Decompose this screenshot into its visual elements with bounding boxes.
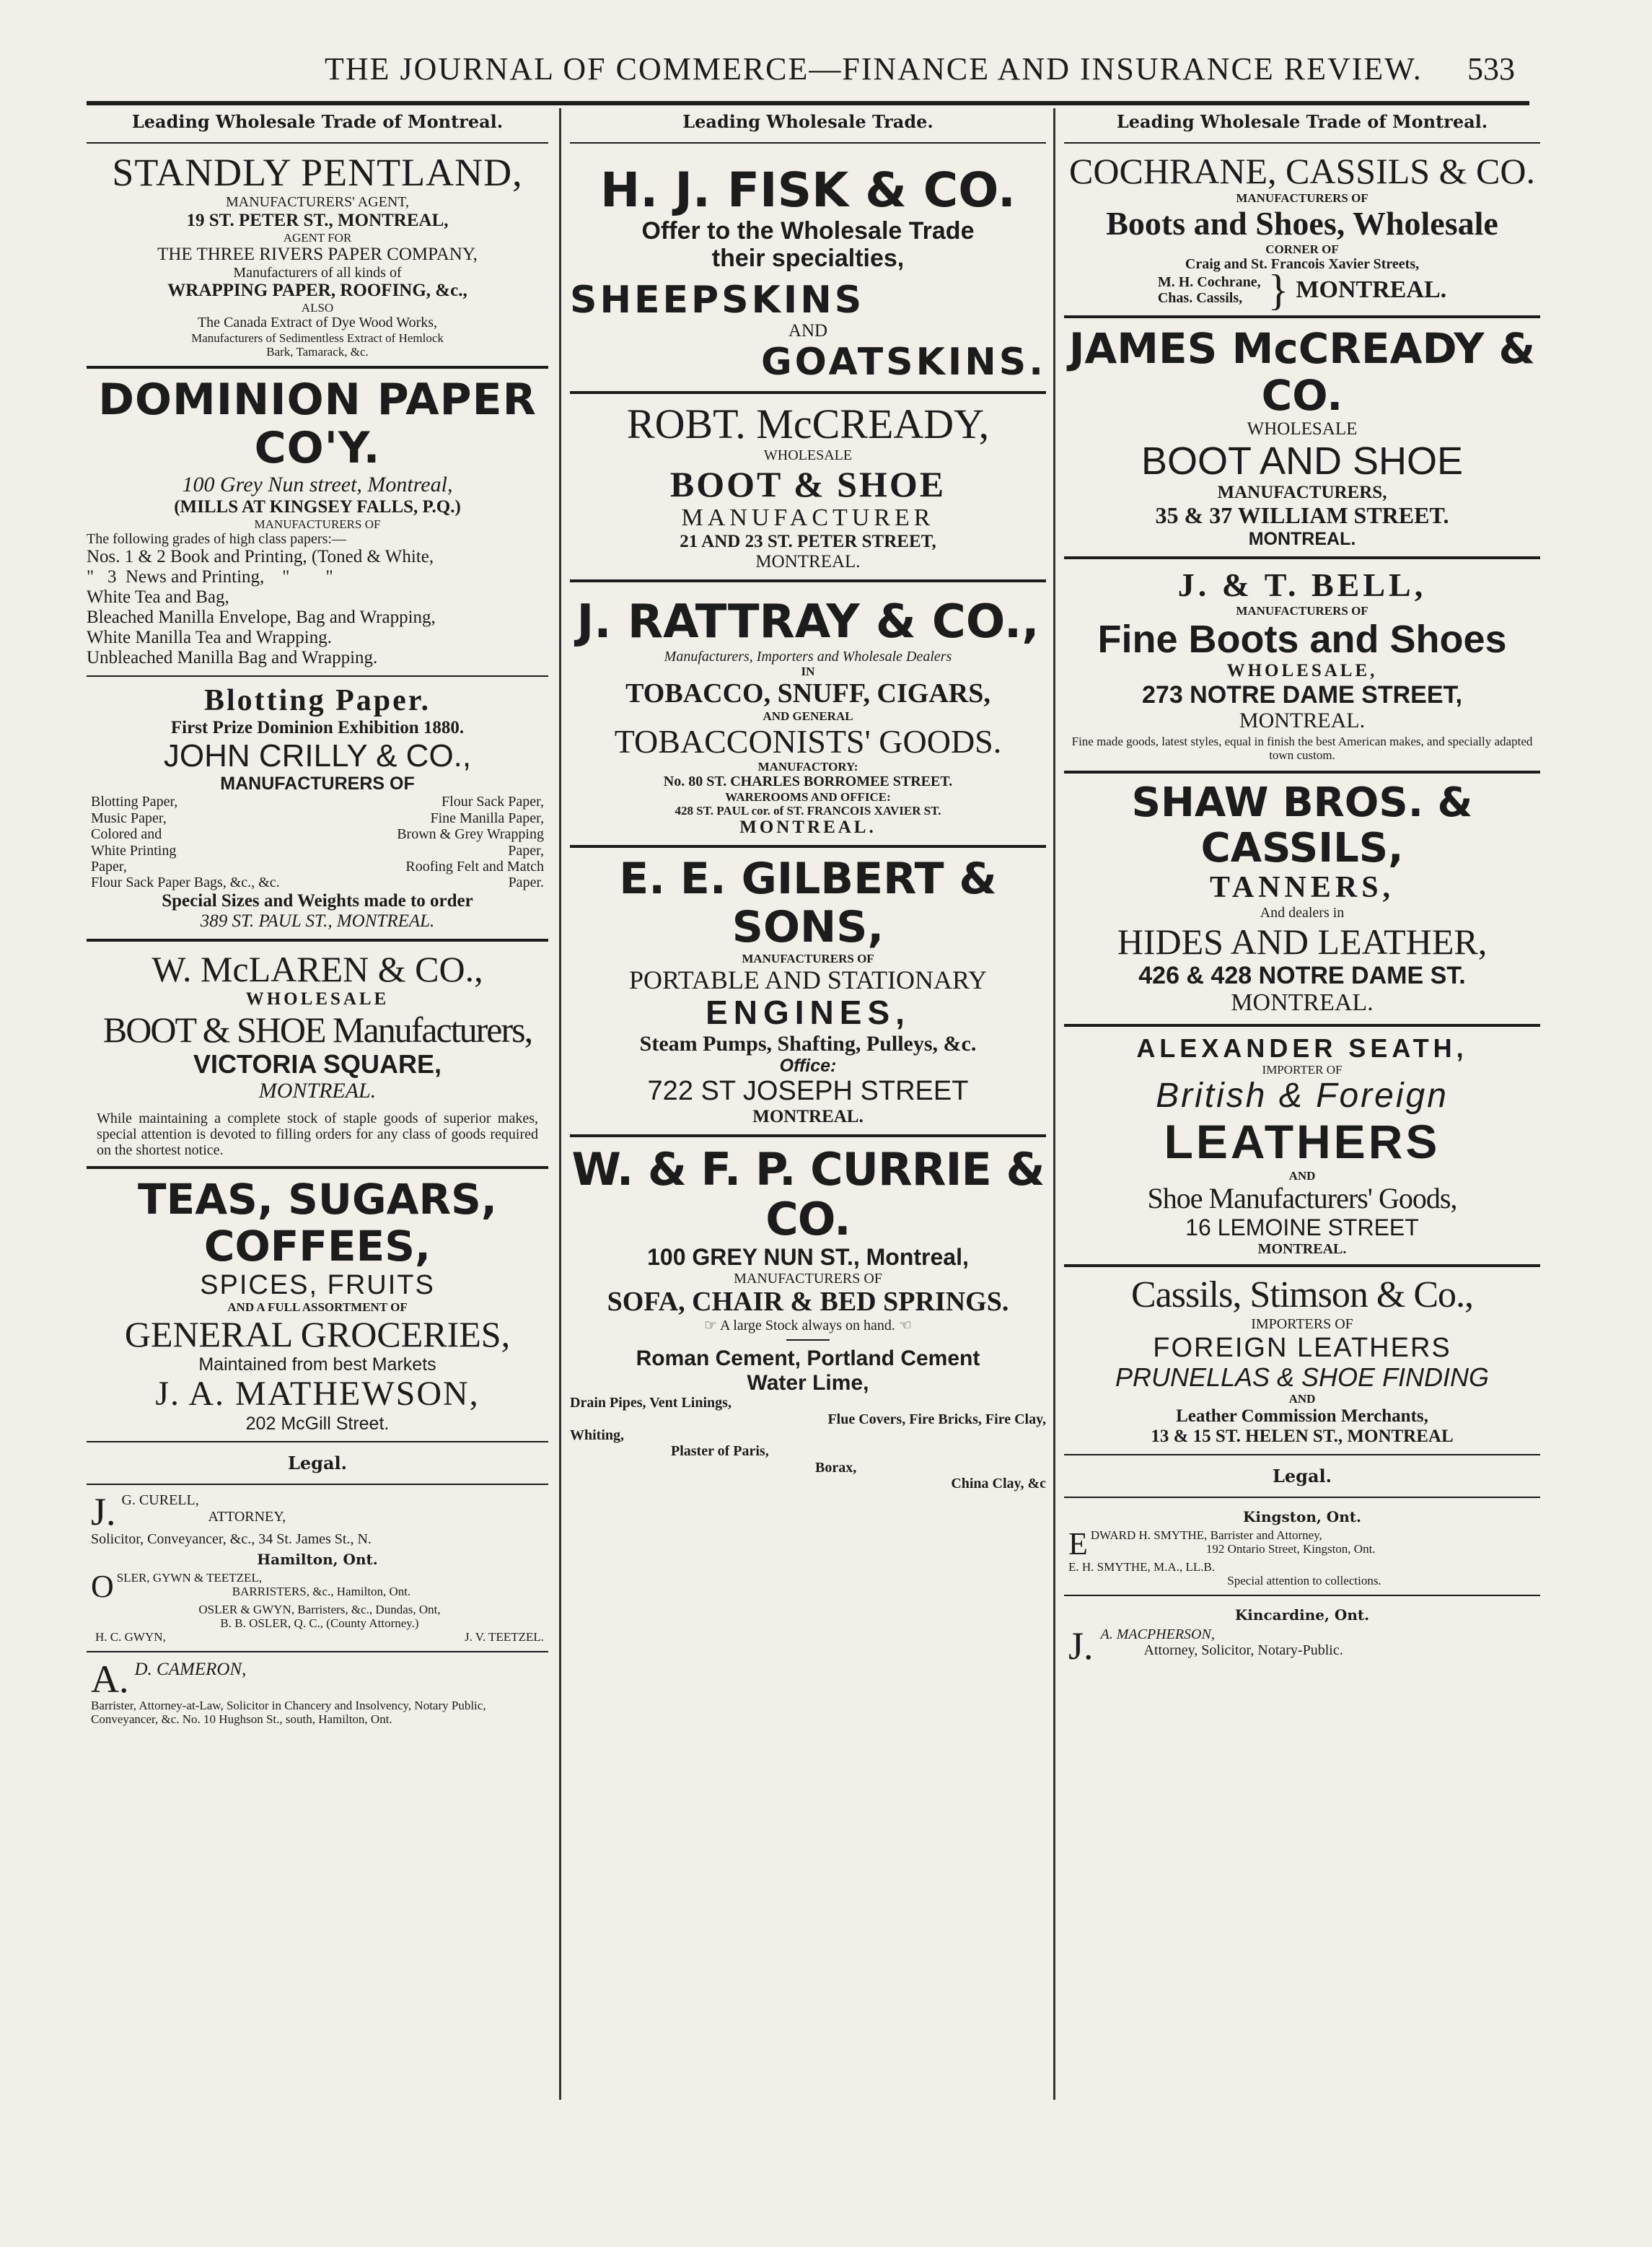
ad-mclaren: W. McLAREN & CO., WHOLESALE BOOT & SHOE Manufacturers, VICTORIA SQUARE, MONTREAL. While maintaining a complete stock of staple goods of superior makes, special attention is devoted to filling orders for any class of goods required on the shortest notice.: [87, 949, 548, 1159]
card-macpherson: J. A. MACPHERSON, Attorney, Solicitor, Notary-Public.: [1068, 1624, 1343, 1668]
ad-james-mccready: JAMES McCREADY & CO. WHOLESALE BOOT AND SHOE MANUFACTURERS, 35 & 37 WILLIAM STREET. MONTREAL.: [1064, 325, 1540, 549]
column-1: [87, 108, 548, 2110]
advertiser-name: Cassils, Stimson & Co.,: [1131, 1274, 1473, 1315]
ad-cochrane-cassils: COCHRANE, CASSILS & CO. MANUFACTURERS OF Boots and Shoes, Wholesale CORNER OF Craig and St. Francois Xavier Streets, M. H. Cochrane, Chas. Cassils, } MONTREAL.: [1064, 151, 1540, 308]
card-curell: J. G. CURELL, ATTORNEY, Solicitor, Conveyancer, &c., 34 St. James St., N.: [91, 1490, 372, 1548]
ad-shaw-bros: SHAW BROS. & CASSILS, TANNERS, And dealers in HIDES AND LEATHER, 426 & 428 NOTRE DAME ST. MONTREAL.: [1064, 781, 1540, 1017]
advertiser-name: SHAW BROS. & CASSILS,: [1131, 779, 1473, 872]
advertiser-name: STANDLY PENTLAND,: [112, 151, 523, 194]
ad-standly-pentland: STANDLY PENTLAND, MANUFACTURERS' AGENT, 19 ST. PETER ST., MONTREAL, AGENT FOR THE THREE RIVERS PAPER COMPANY, Manufacturers of all kinds of WRAPPING PAPER, ROOFING, &c., ALSO The Canada Extract of Dye Wood Works, Manufacturers of Sedimentless Extract of Hemlock Bark, Tamarack, &c.: [87, 151, 548, 359]
section-heading: Leading Wholesale Trade of Montreal.: [131, 111, 504, 132]
kingston-heading: Kingston, Ont.: [1243, 1507, 1361, 1525]
ad-alexander-seath: ALEXANDER SEATH, IMPORTER OF British & Foreign LEATHERS AND Shoe Manufacturers' Goods, 16 LEMOINE STREET MONTREAL.: [1064, 1034, 1540, 1257]
advertiser-name: E. E. GILBERT & SONS,: [619, 853, 997, 952]
advertiser-name: ROBT. McCREADY,: [626, 400, 990, 447]
section-heading: Leading Wholesale Trade.: [682, 111, 933, 132]
ad-currie: W. & F. P. CURRIE & CO. 100 GREY NUN ST., Montreal, MANUFACTURERS OF SOFA, CHAIR & BED SPRINGS. ☞ A large Stock always on hand. ☜ Roman Cement, Portland Cement Water Lime, Drain Pipes, Vent Linings, Flue Covers, Fire Bricks, Fire Clay, Whiting, Plaster of Paris, Borax, China Clay, &c: [570, 1143, 1046, 1492]
advertiser-name: DOMINION PAPER CO'Y.: [98, 374, 537, 473]
advertiser-name: JOHN CRILLY & CO.,: [163, 738, 472, 774]
ad-gilbert: E. E. GILBERT & SONS, MANUFACTURERS OF PORTABLE AND STATIONARY ENGINES, Steam Pumps, Shafting, Pulleys, &c. Office: 722 ST JOSEPH STREET MONTREAL.: [570, 855, 1046, 1127]
section-heading: Leading Wholesale Trade of Montreal.: [1116, 111, 1488, 132]
ad-hj-fisk: H. J. FISK & CO. Offer to the Wholesale Trade their specialties, SHEEPSKINS AND GOATSKINS.: [570, 162, 1046, 385]
card-osler: O SLER, GYWN & TEETZEL, BARRISTERS, &c., Hamilton, Ont. OSLER & GWYN, Barristers, &c., Dundas, Ont, B. B. OSLER, Q. C., (County Attorney.) H. C. GWYN, J. V. TEETZEL.: [91, 1568, 544, 1644]
brace-glyph: }: [1267, 266, 1289, 314]
advertiser-name: ALEXANDER SEATH,: [1136, 1033, 1468, 1063]
column-2: [570, 108, 1046, 2110]
advertiser-name: JAMES McCREADY & CO.: [1068, 323, 1536, 420]
page-header: [87, 45, 1529, 95]
ad-cassils-stimson: Cassils, Stimson & Co., IMPORTERS OF FOREIGN LEATHERS PRUNELLAS & SHOE FINDING AND Leather Commission Merchants, 13 & 15 ST. HELEN ST., MONTREAL: [1064, 1274, 1540, 1447]
ad-robt-mccready: ROBT. McCREADY, WHOLESALE BOOT & SHOE MANUFACTURER 21 AND 23 ST. PETER STREET, MONTREAL.: [570, 401, 1046, 572]
column-divider-1: [559, 108, 561, 2100]
column-divider-2: [1053, 108, 1055, 2100]
legal-heading: Legal.: [288, 1453, 347, 1474]
card-cameron: A. D. CAMERON, Barrister, Attorney-at-Law, Solicitor in Chancery and Insolvency, Notary Public, Conveyancer, &c. No. 10 Hughson St., south, Hamilton, Ont.: [91, 1657, 486, 1726]
advertiser-name: W. & F. P. CURRIE & CO.: [571, 1143, 1045, 1246]
advertiser-name: J. RATTRAY & CO.,: [576, 595, 1040, 649]
advertiser-name: COCHRANE, CASSILS & CO.: [1069, 151, 1535, 191]
legal-heading: Legal.: [1273, 1465, 1332, 1486]
advertiser-name: H. J. FISK & CO.: [600, 162, 1016, 218]
kincardine-heading: Kincardine, Ont.: [1234, 1606, 1370, 1624]
advertiser-name: J. & T. BELL,: [1177, 566, 1427, 604]
ad-rattray: J. RATTRAY & CO., Manufacturers, Importers and Wholesale Dealers IN TOBACCO, SNUFF, CIGARS, AND GENERAL TOBACCONISTS' GOODS. MANUFACTORY: No. 80 ST. CHARLES BORROMEE STREET. WAREROOMS AND OFFICE: 428 ST. PAUL cor. of ST. FRANCOIS XAVIER ST. MONTREAL.: [576, 595, 1040, 837]
ad-dominion-paper: DOMINION PAPER CO'Y. 100 Grey Nun street, Montreal, (MILLS AT KINGSEY FALLS, P.Q.) MANUFACTURERS OF The following grades of high class papers:— Nos. 1 & 2 Book and Printing, (Toned & White, " 3 News and Printing, " " White Tea and Bag, Bleached Manilla Envelope, Bag and Wrapping, White Manilla Tea and Wrapping. Unbleached Manilla Bag and Wrapping.: [87, 376, 548, 668]
card-smythe: E DWARD H. SMYTHE, Barrister and Attorney, 192 Ontario Street, Kingston, Ont. E. H. SMYTHE, M.A., LL.B. Special attention to collections.: [1068, 1525, 1381, 1587]
advertiser-name: J. A. MATHEWSON,: [155, 1375, 480, 1414]
ad-jt-bell: J. & T. BELL, MANUFACTURERS OF Fine Boots and Shoes WHOLESALE, 273 NOTRE DAME STREET, MONTREAL. Fine made goods, latest styles, equal in finish the best American makes, and specially adapted town custom.: [1064, 566, 1540, 763]
ad-john-crilly: Blotting Paper. First Prize Dominion Exhibition 1880. JOHN CRILLY & CO., MANUFACTURERS OF Blotting Paper, Flour Sack Paper, Music Paper, Fine Manilla Paper, Colored and Brown & Grey Wrapping White Printing Paper, Paper, Roofing Felt and Match Flour Sack Paper Bags, &c., &c. Paper. Special Sizes and Weights made to order 389 ST. PAUL ST., MONTREAL.: [87, 684, 548, 932]
page-number: 533: [1467, 51, 1515, 87]
column-3: [1064, 108, 1540, 2110]
hamilton-heading: Hamilton, Ont.: [257, 1550, 378, 1568]
journal-title: THE JOURNAL OF COMMERCE—FINANCE AND INSURANCE REVIEW.: [325, 51, 1423, 87]
ad-mathewson: TEAS, SUGARS, COFFEES, SPICES, FRUITS AND A FULL ASSORTMENT OF GENERAL GROCERIES, Maintained from best Markets J. A. MATHEWSON, 202 McGill Street.: [87, 1176, 548, 1434]
header-rule: [87, 101, 1529, 105]
advertiser-name: W. McLAREN & CO.,: [151, 948, 483, 989]
